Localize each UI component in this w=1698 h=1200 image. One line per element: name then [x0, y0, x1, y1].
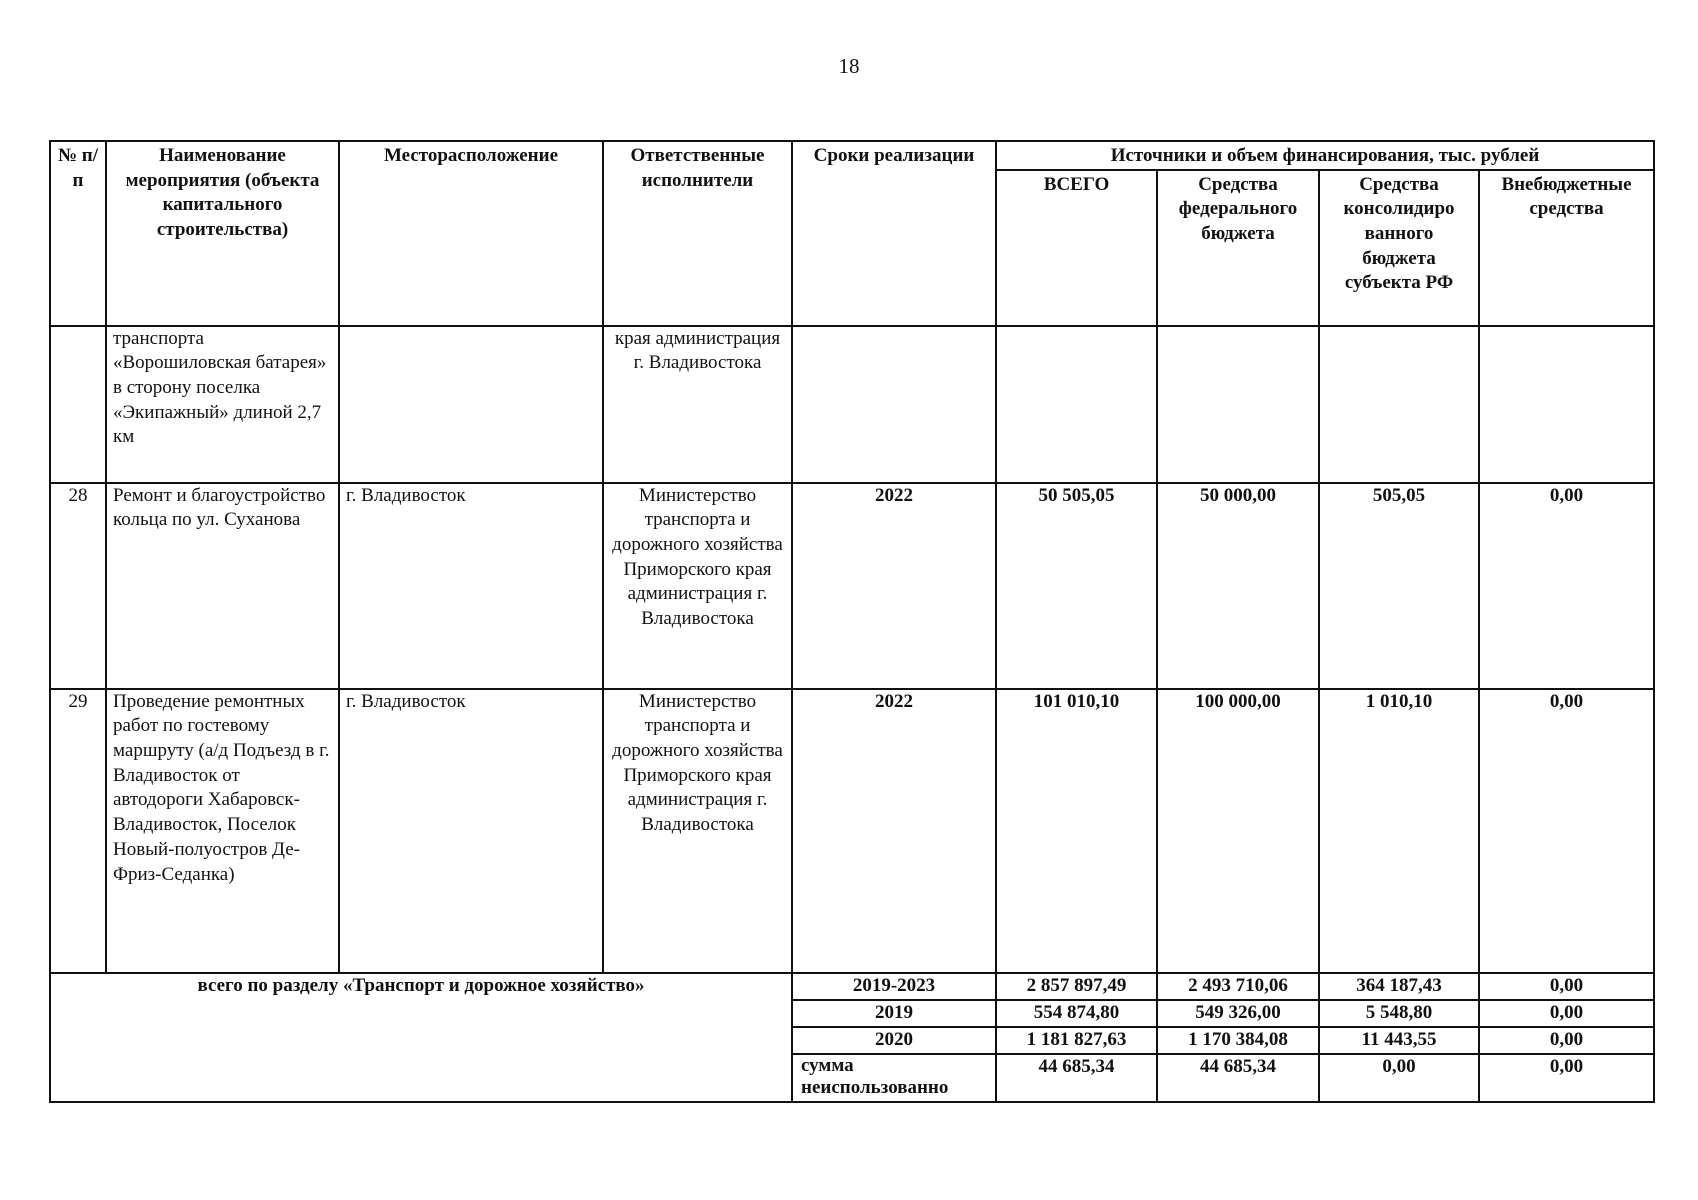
header-location: Месторасположение	[339, 141, 603, 326]
header-executors: Ответственные исполнители	[603, 141, 792, 326]
header-regional: Средства консолидиро ванного бюджета субъекта РФ	[1319, 170, 1479, 326]
row-federal: 50 000,00	[1157, 483, 1319, 689]
totals-period: 2019-2023	[792, 973, 996, 1000]
row-location: г. Владивосток	[339, 483, 603, 689]
row-regional	[1319, 326, 1479, 483]
row-location: г. Владивосток	[339, 689, 603, 973]
totals-federal: 1 170 384,08	[1157, 1027, 1319, 1054]
totals-period: 2020	[792, 1027, 996, 1054]
totals-row	[50, 973, 1654, 1000]
totals-regional: 11 443,55	[1319, 1027, 1479, 1054]
totals-total: 44 685,34	[996, 1054, 1157, 1102]
row-location	[339, 326, 603, 483]
totals-total: 1 181 827,63	[996, 1027, 1157, 1054]
table-row-28	[50, 483, 1654, 689]
totals-extra: 0,00	[1479, 1027, 1654, 1054]
totals-extra: 0,00	[1479, 973, 1654, 1000]
row-name: Проведение ремонтных работ по гостевому маршруту (а/д Подъезд в г. Владивосток от автодороги Хабаровск-Владивосток, Поселок Новый-полуостров Де-Фриз-Седанка)	[106, 689, 339, 973]
table-row-continued	[50, 326, 1654, 483]
totals-regional: 0,00	[1319, 1054, 1479, 1102]
row-regional: 1 010,10	[1319, 689, 1479, 973]
totals-label: всего по разделу «Транспорт и дорожное хозяйство»	[50, 973, 792, 1102]
header-sources: Источники и объем финансирования, тыс. рублей	[996, 141, 1654, 170]
totals-extra: 0,00	[1479, 1054, 1654, 1102]
row-num: 28	[50, 483, 106, 689]
row-total	[996, 326, 1157, 483]
table-row-29	[50, 689, 1654, 973]
row-term: 2022	[792, 483, 996, 689]
row-executors: Министерство транспорта и дорожного хозяйства Приморского края администрация г. Владивостока	[603, 689, 792, 973]
totals-federal: 2 493 710,06	[1157, 973, 1319, 1000]
row-total: 50 505,05	[996, 483, 1157, 689]
totals-extra: 0,00	[1479, 1000, 1654, 1027]
row-regional: 505,05	[1319, 483, 1479, 689]
row-extra	[1479, 326, 1654, 483]
totals-federal: 44 685,34	[1157, 1054, 1319, 1102]
row-total: 101 010,10	[996, 689, 1157, 973]
row-term	[792, 326, 996, 483]
totals-period: сумма неиспользованно	[792, 1054, 996, 1102]
header-federal: Средства федерального бюджета	[1157, 170, 1319, 326]
header-terms: Сроки реализации	[792, 141, 996, 326]
header-total: ВСЕГО	[996, 170, 1157, 326]
row-name: Ремонт и благоустройство кольца по ул. Суханова	[106, 483, 339, 689]
row-extra: 0,00	[1479, 689, 1654, 973]
row-name: транспорта «Ворошиловская батарея» в сторону поселка «Экипажный» длиной 2,7 км	[106, 326, 339, 483]
row-extra: 0,00	[1479, 483, 1654, 689]
totals-federal: 549 326,00	[1157, 1000, 1319, 1027]
row-federal: 100 000,00	[1157, 689, 1319, 973]
header-num: № п/п	[50, 141, 106, 326]
totals-regional: 364 187,43	[1319, 973, 1479, 1000]
row-executors: края администрация г. Владивостока	[603, 326, 792, 483]
totals-regional: 5 548,80	[1319, 1000, 1479, 1027]
financing-table	[49, 140, 1655, 1103]
row-num	[50, 326, 106, 483]
row-num: 29	[50, 689, 106, 973]
header-name: Наименование мероприятия (объекта капитального строительства)	[106, 141, 339, 326]
header-extra: Внебюджетные средства	[1479, 170, 1654, 326]
row-executors: Министерство транспорта и дорожного хозяйства Приморского края администрация г. Владивостока	[603, 483, 792, 689]
totals-total: 2 857 897,49	[996, 973, 1157, 1000]
row-federal	[1157, 326, 1319, 483]
totals-period: 2019	[792, 1000, 996, 1027]
totals-total: 554 874,80	[996, 1000, 1157, 1027]
page-number: 18	[838, 54, 860, 78]
header-row-1	[50, 141, 1654, 170]
row-term: 2022	[792, 689, 996, 973]
